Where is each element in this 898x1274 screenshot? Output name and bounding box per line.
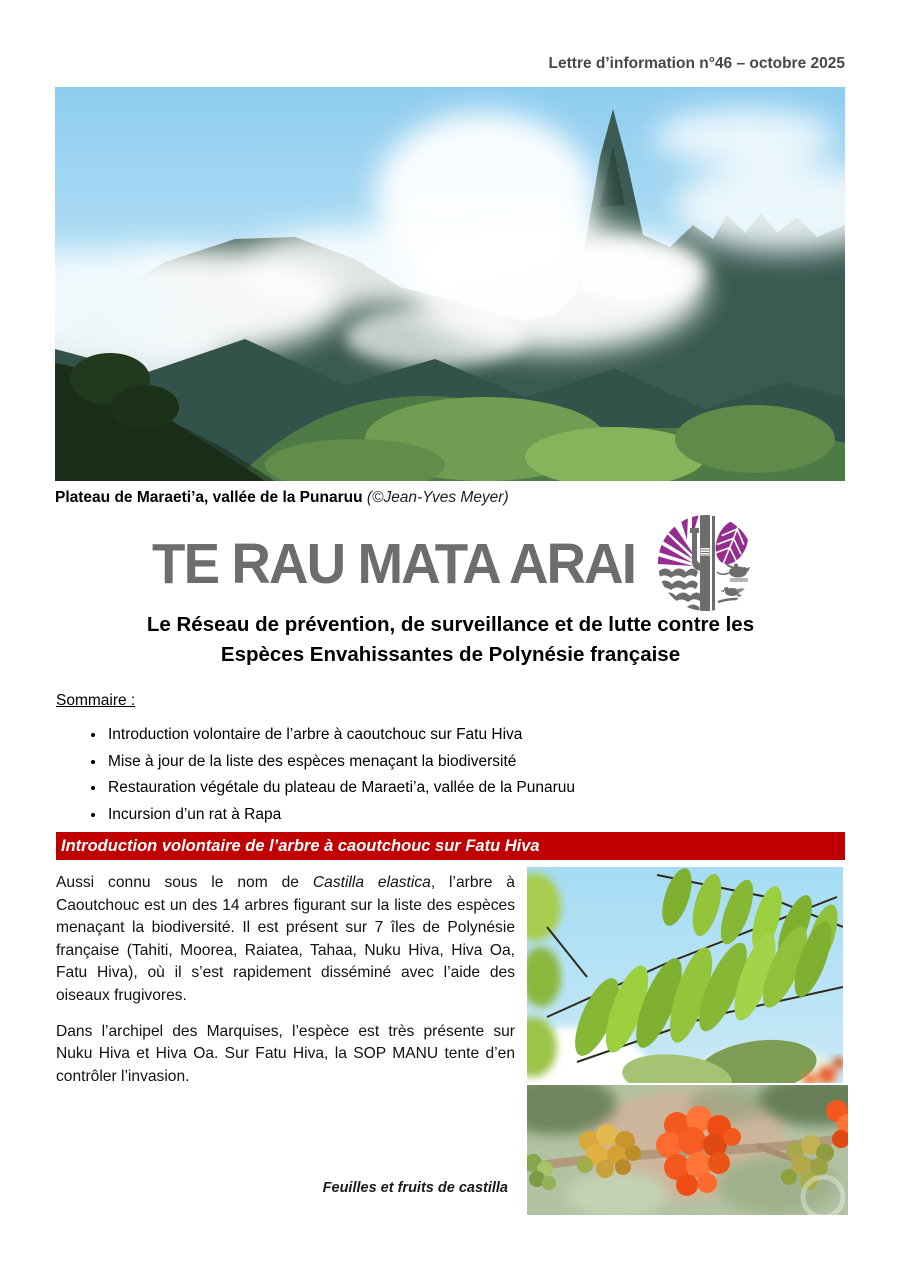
para1-pre: Aussi connu sous le nom de [56, 874, 313, 891]
castilla-leaves-photo [527, 867, 843, 1083]
sommaire-item: • Introduction volontaire de l’arbre à caoutchouc sur Fatu Hiva [106, 722, 575, 749]
fruits-illustration [527, 1085, 848, 1215]
hero-caption-credit: (©Jean-Yves Meyer) [366, 489, 509, 506]
para1-species-name: Castilla elastica [312, 874, 431, 891]
hero-caption [55, 489, 509, 507]
sommaire-item: • Mise à jour de la liste des espèces menaçant la biodiversité [106, 749, 575, 776]
hero-caption-title: Plateau de Maraeti’a, vallée de la Punaruu [55, 489, 367, 506]
mountain-photo-illustration [55, 87, 845, 481]
fruits-caption: Feuilles et fruits de castilla [322, 1180, 508, 1196]
sommaire-item: • Incursion d’un rat à Rapa [106, 802, 575, 829]
logo-title: TE RAU MATA ARAI [152, 532, 636, 596]
subtitle-line2: Espèces Envahissantes de Polynésie française [220, 643, 681, 666]
sommaire-list [72, 722, 575, 828]
newsletter-header: Lettre d’information n°46 – octobre 2025 [548, 55, 845, 72]
article-body [56, 872, 515, 1101]
logo-block [0, 512, 898, 616]
leaves-illustration [527, 867, 843, 1083]
para1-post: , l’arbre à Caoutchouc est un des 14 arbres figurant sur la liste des espèces menaçant la biodiversité. Il est présent sur 7 îles de Polynésie française (Tahiti, Moorea, Raiatea, Tahaa, Nuku Hiva, Hiva Oa, Fatu Hiva), où il s’est rapidement disséminé avec l’aide des oiseaux frugivores. [56, 874, 515, 1004]
article-paragraph-2: Dans l’archipel des Marquises, l’espèce est très présente sur Nuku Hiva et Hiva Oa. Sur Fatu Hiva, la SOP MANU tente d’en contrôler l’invasion. [56, 1022, 515, 1085]
sommaire-heading: Sommaire : [56, 692, 136, 709]
te-rau-mata-arai-emblem-icon [656, 512, 756, 616]
article-paragraph-1 [56, 872, 515, 1008]
newsletter-subtitle [56, 610, 845, 670]
subtitle-line1: Le Réseau de prévention, de surveillance et de lutte contre les [146, 613, 755, 636]
article-section-banner: Introduction volontaire de l’arbre à caoutchouc sur Fatu Hiva [56, 832, 845, 860]
castilla-fruits-photo [527, 1085, 848, 1215]
hero-mountain-photo [55, 87, 845, 481]
sommaire-item: • Restauration végétale du plateau de Maraeti’a, vallée de la Punaruu [106, 775, 575, 802]
